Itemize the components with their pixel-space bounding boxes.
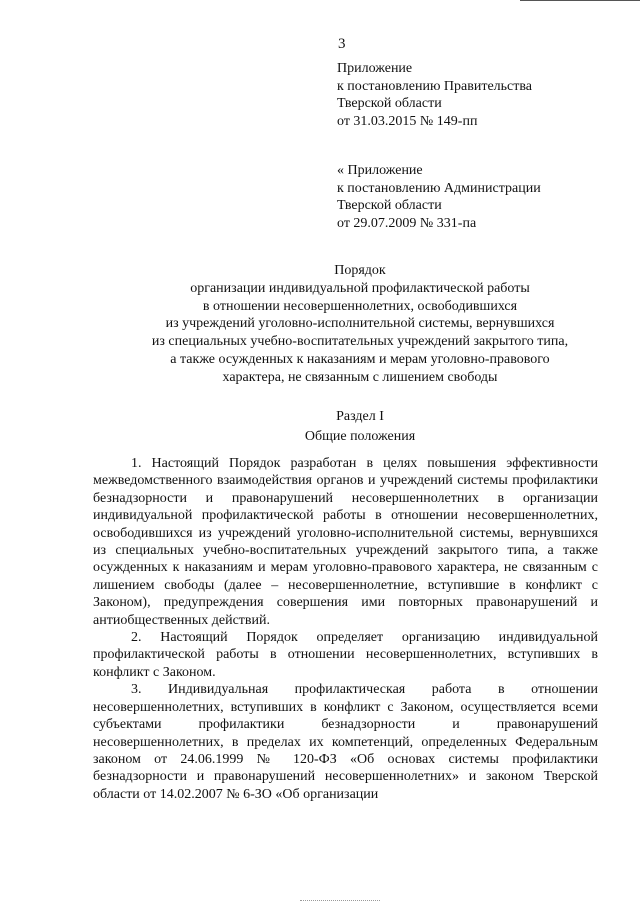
top-edge-rule <box>520 0 640 3</box>
title-line: организации индивидуальной профилактической работы <box>190 280 530 296</box>
paragraph-2: 2. Настоящий Порядок определяет организацию индивидуальной профилактической работы в отношении несовершеннолетних, вступивших в конфликт с Законом. <box>93 630 598 680</box>
appendix-line: к постановлению Администрации <box>337 180 541 196</box>
section-name: Общие положения <box>304 429 416 444</box>
appendix-line: Тверской области <box>337 96 442 112</box>
document-title <box>100 262 620 387</box>
title-line: характера, не связанным с лишением свободы <box>222 369 498 385</box>
appendix-line: от 31.03.2015 № 149-пп <box>337 113 478 129</box>
section-number: Раздел I <box>336 409 384 424</box>
appendix-block-previous <box>337 162 541 232</box>
section-heading <box>100 407 620 447</box>
bottom-edge-mark <box>300 900 380 902</box>
title-line: Порядок <box>334 263 386 278</box>
appendix-line: от 29.07.2009 № 331-па <box>337 215 477 231</box>
appendix-line: к постановлению Правительства <box>337 78 533 94</box>
appendix-block-current <box>337 60 532 130</box>
title-line: из учреждений уголовно-исполнительной системы, вернувшихся <box>165 316 555 332</box>
appendix-line: Приложение <box>337 61 413 76</box>
paragraph-1: 1. Настоящий Порядок разработан в целях повышения эффективности межведомственного взаимодействия органов и учреждений системы профилактики безнадзорности и правонарушений несовершеннолетних в организации индивидуальной профилактической работы в отношении несовершеннолетних, освободившихся из учреждений уголовно-исполнительной системы, вернувшихся из специальных учебно-воспитательных учреждений закрытого типа, а также осужденных к наказаниям и мерам уголовно-правового характера, не связанным с лишением свободы (далее – несовершеннолетние, вступившие в конфликт с Законом), предупреждения совершения ими повторных правонарушений и антиобщественных действий. <box>93 456 598 628</box>
appendix-line: Тверской области <box>337 198 442 214</box>
paragraph-3: 3. Индивидуальная профилактическая работа в отношении несовершеннолетних, вступивших в конфликт с Законом, осуществляется всеми субъектами профилактики безнадзорности и правонарушений несовершеннолетних, в пределах их компетенций, определенных Федеральным законом от 24.06.1999 № 120-ФЗ «Об основах системы профилактики безнадзорности и правонарушений несовершеннолетних» и законом Тверской области от 14.02.2007 № 6-ЗО «Об организации <box>93 682 598 802</box>
page-number: 3 <box>338 36 346 52</box>
title-line: а также осужденных к наказаниям и мерам уголовно-правового <box>170 351 550 367</box>
document-body <box>93 455 598 803</box>
appendix-line: « Приложение <box>337 163 423 178</box>
title-line: из специальных учебно-воспитательных учреждений закрытого типа, <box>151 334 569 350</box>
title-line: в отношении несовершеннолетних, освободившихся <box>202 298 518 314</box>
